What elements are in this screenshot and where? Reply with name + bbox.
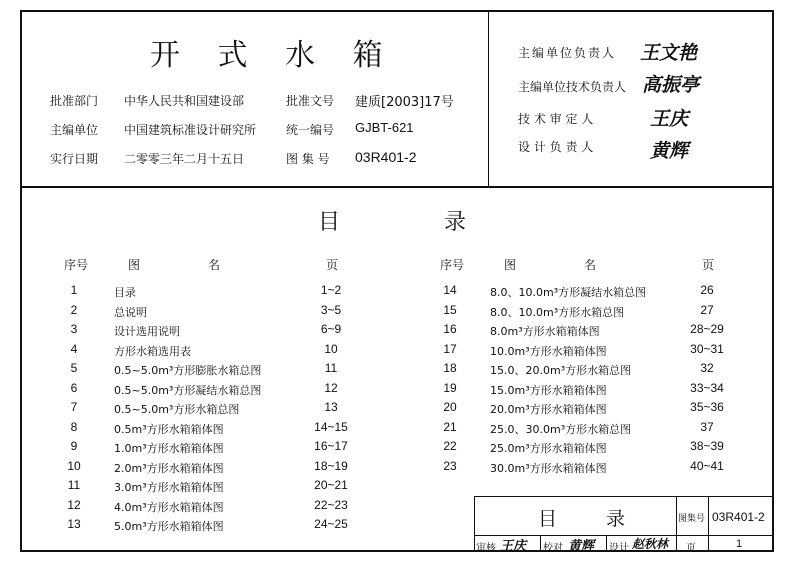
toc-row-title: 25.0m³方形水箱箱体图 — [490, 442, 607, 455]
serial-value: GJBT-621 — [355, 120, 414, 135]
signature-3: 王庆 — [650, 108, 689, 130]
titleblock-name-left: 目 — [538, 508, 558, 530]
responsible-role-3: 技 术 审 定 人 — [518, 112, 594, 126]
toc-row-number: 1 — [70, 283, 78, 297]
toc-row-number: 19 — [443, 380, 457, 395]
signature-2: 高振亭 — [642, 74, 700, 96]
toc-row-title: 目录 — [114, 286, 136, 299]
toc-row-title: 3.0m³方形水箱箱体图 — [114, 481, 224, 494]
toc-row-page: 11 — [324, 361, 338, 375]
effective-date-label: 实行日期 — [50, 152, 99, 166]
editor-unit-label: 主编单位 — [50, 123, 99, 137]
toc-row-number: 12 — [67, 497, 81, 512]
titleblock-left-rule — [474, 496, 475, 552]
toc-right-col-no: 序号 — [440, 258, 465, 272]
toc-row-page: 38~39 — [690, 439, 724, 453]
serial-label: 统一编号 — [286, 123, 335, 137]
toc-right-col-name-2: 名 — [584, 258, 597, 272]
toc-row-page: 18~19 — [314, 458, 348, 473]
titleblock-review-label: 审核 — [476, 543, 496, 554]
toc-row-number: 6 — [70, 380, 78, 395]
approval-dept-value: 中华人民共和国建设部 — [124, 94, 245, 108]
toc-left-col-page: 页 — [326, 258, 339, 272]
toc-row-page: 28~29 — [690, 322, 724, 336]
toc-row-title: 10.0m³方形水箱箱体图 — [490, 344, 607, 358]
toc-row-number: 13 — [67, 517, 81, 531]
signature-1: 王文艳 — [640, 42, 698, 64]
titleblock-check-label: 校对 — [543, 543, 563, 554]
titleblock-sep-2 — [606, 535, 607, 552]
toc-row-title: 设计选用说明 — [114, 325, 180, 338]
atlas-no-value: 03R401-2 — [355, 149, 417, 165]
toc-row-number: 17 — [443, 341, 457, 356]
toc-row-number: 22 — [443, 439, 457, 453]
toc-row-page: 10 — [324, 341, 338, 356]
toc-row-number: 21 — [443, 419, 457, 434]
toc-row-title: 0.5~5.0m³方形水箱总图 — [114, 403, 240, 416]
titleblock-atlas-value: 03R401-2 — [712, 510, 765, 524]
toc-row-page: 40~41 — [690, 458, 724, 473]
toc-row-title: 20.0m³方形水箱箱体图 — [490, 403, 607, 416]
toc-right-col-page: 页 — [702, 258, 715, 272]
toc-row-number: 9 — [70, 439, 78, 453]
toc-left-col-name-2: 名 — [208, 258, 221, 272]
toc-row-title: 8.0m³方形水箱箱体图 — [490, 325, 600, 338]
toc-row-title: 总说明 — [114, 305, 147, 319]
toc-row-page: 30~31 — [690, 341, 724, 356]
toc-row-number: 8 — [70, 419, 78, 434]
titleblock-name-right: 录 — [606, 508, 626, 530]
toc-row-page: 22~23 — [314, 497, 348, 512]
toc-row-page: 24~25 — [314, 517, 348, 531]
toc-row-title: 30.0m³方形水箱箱体图 — [490, 461, 607, 475]
toc-row-number: 10 — [67, 458, 81, 473]
toc-row-title: 0.5~5.0m³方形膨胀水箱总图 — [114, 364, 262, 377]
toc-row-number: 23 — [443, 458, 457, 473]
titleblock-review-sig: 王庆 — [500, 539, 527, 554]
toc-row-title: 方形水箱选用表 — [114, 344, 191, 358]
toc-left-col-name-1: 图 — [128, 258, 141, 272]
titleblock-page-label: 页 — [686, 543, 696, 554]
toc-row-number: 15 — [443, 302, 457, 317]
toc-row-title: 4.0m³方形水箱箱体图 — [114, 500, 224, 514]
header-divider — [488, 10, 489, 186]
titleblock-name-divider — [676, 496, 677, 552]
toc-row-number: 3 — [70, 322, 78, 336]
toc-row-page: 33~34 — [690, 380, 724, 395]
toc-row-page: 16~17 — [314, 439, 348, 453]
toc-row-number: 11 — [67, 478, 81, 492]
toc-title-right: 录 — [444, 210, 467, 235]
toc-row-page: 37 — [700, 419, 714, 434]
toc-row-number: 5 — [70, 361, 78, 375]
toc-row-title: 8.0、10.0m³方形水箱总图 — [490, 305, 625, 319]
atlas-no-label: 图 集 号 — [286, 152, 330, 166]
toc-row-title: 15.0、20.0m³方形水箱总图 — [490, 364, 632, 377]
titleblock-sep-1 — [540, 535, 541, 552]
toc-row-number: 14 — [443, 283, 457, 297]
toc-row-page: 32 — [700, 361, 714, 375]
responsible-role-1: 主编单位负责人 — [518, 46, 617, 60]
approval-doc-label: 批准文号 — [286, 94, 335, 108]
toc-row-title: 5.0m³方形水箱箱体图 — [114, 520, 224, 533]
toc-row-title: 1.0m³方形水箱箱体图 — [114, 442, 224, 455]
toc-row-number: 2 — [70, 302, 78, 317]
titleblock-check-sig: 黄辉 — [568, 539, 595, 554]
toc-row-number: 18 — [443, 361, 457, 375]
titleblock-top-rule — [474, 496, 774, 497]
toc-left-col-no: 序号 — [64, 258, 89, 272]
titleblock-design-sig: 赵秋林 — [632, 537, 669, 551]
toc-row-page: 14~15 — [314, 419, 348, 434]
titleblock-atlas-divider — [708, 496, 709, 552]
header-bottom-rule — [20, 186, 774, 188]
toc-row-page: 6~9 — [320, 322, 342, 336]
toc-row-number: 4 — [70, 341, 78, 356]
responsible-role-2: 主编单位技术负责人 — [518, 80, 627, 94]
toc-row-title: 25.0、30.0m³方形水箱总图 — [490, 422, 632, 436]
approval-dept-label: 批准部门 — [50, 94, 99, 108]
toc-row-page: 3~5 — [320, 302, 342, 317]
approval-doc-value: 建质[2003]17号 — [355, 95, 454, 110]
toc-row-page: 13 — [324, 400, 338, 414]
toc-row-title: 0.5~5.0m³方形凝结水箱总图 — [114, 383, 262, 397]
toc-row-title: 8.0、10.0m³方形凝结水箱总图 — [490, 286, 647, 299]
toc-row-number: 7 — [70, 400, 78, 414]
toc-row-title: 0.5m³方形水箱箱体图 — [114, 422, 224, 436]
toc-row-title: 2.0m³方形水箱箱体图 — [114, 461, 224, 475]
toc-row-number: 16 — [443, 322, 457, 336]
toc-row-page: 1~2 — [320, 283, 342, 297]
responsible-role-4: 设 计 负 责 人 — [518, 140, 594, 154]
titleblock-atlas-label: 图集号 — [678, 514, 706, 524]
toc-right-col-name-1: 图 — [504, 258, 517, 272]
effective-date-value: 二零零三年二月十五日 — [124, 152, 245, 166]
signature-4: 黄辉 — [650, 140, 689, 162]
toc-row-title: 15.0m³方形水箱箱体图 — [490, 383, 607, 397]
toc-row-page: 12 — [324, 380, 338, 395]
titleblock-page-value: 1 — [736, 538, 743, 550]
toc-row-page: 26 — [700, 283, 714, 297]
page-title: 开 式 水 箱 — [150, 38, 397, 73]
toc-row-page: 27 — [700, 302, 714, 317]
toc-row-page: 20~21 — [314, 478, 348, 492]
toc-title-left: 目 — [318, 210, 341, 235]
toc-row-number: 20 — [443, 400, 457, 414]
titleblock-design-label: 设计 — [609, 543, 629, 554]
editor-unit-value: 中国建筑标准设计研究所 — [124, 123, 257, 137]
toc-row-page: 35~36 — [690, 400, 724, 414]
